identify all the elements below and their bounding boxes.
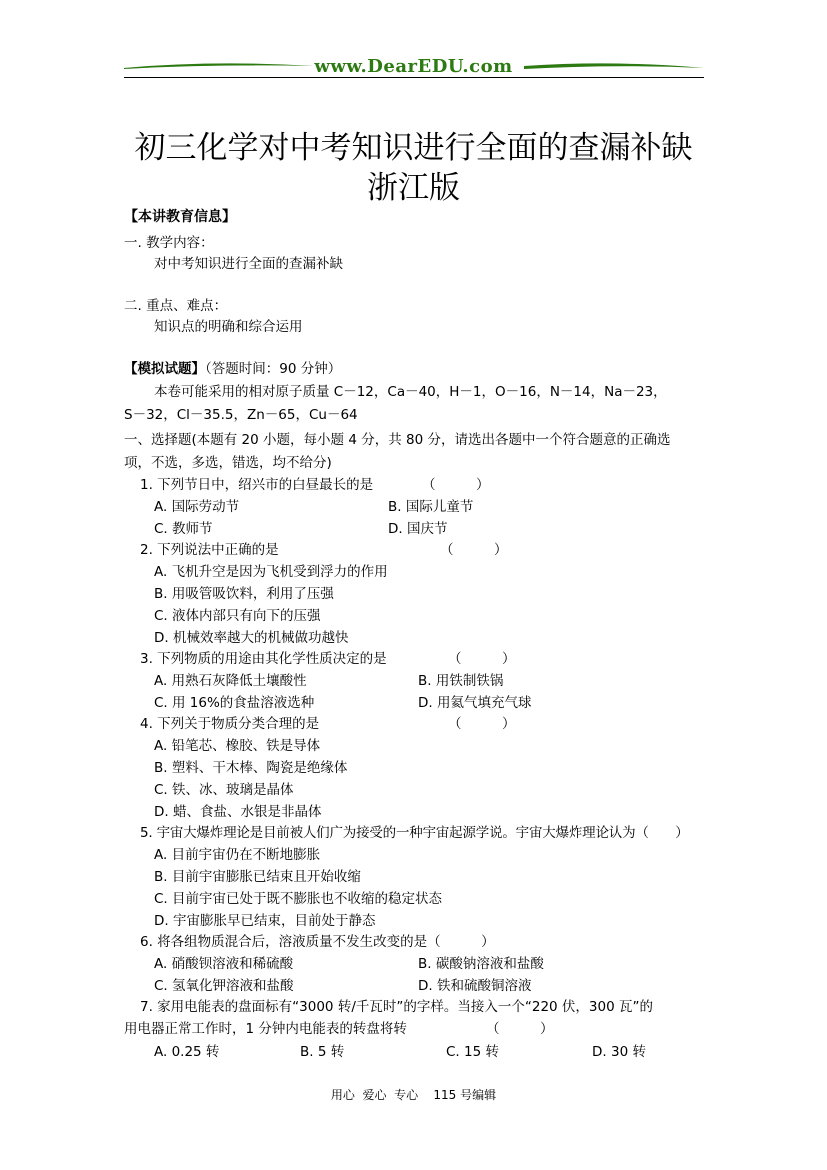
question-7-option-d: D. 30 转 bbox=[592, 1044, 646, 1060]
question-1-blank: （ ） bbox=[422, 477, 490, 493]
question-4-option-c: C. 铁、冰、玻璃是晶体 bbox=[154, 782, 294, 798]
question-2-option-c: C. 液体内部只有向下的压强 bbox=[154, 608, 321, 624]
question-5-option-b: B. 目前宇宙膨胀已结束且开始收缩 bbox=[154, 869, 361, 885]
atomic-mass-line2: S－32，Cl－35.5，Zn－65，Cu－64 bbox=[124, 407, 358, 423]
question-4-blank: （ ） bbox=[448, 716, 516, 732]
page-subtitle: 浙江版 bbox=[367, 170, 460, 206]
question-5-option-a: A. 目前宇宙仍在不断地膨胀 bbox=[154, 847, 321, 863]
atomic-mass-line1: 本卷可能采用的相对原子质量 C－12，Ca－40，H－1，O－16，N－14，Na－23， bbox=[154, 384, 667, 400]
question-6-option-c: C. 氢氧化钾溶液和盐酸 bbox=[154, 978, 294, 994]
question-5-stem: 5. 宇宙大爆炸理论是目前被人们广为接受的一种宇宙起源学说。宇宙大爆炸理论认为（ ） bbox=[140, 825, 689, 841]
question-1-option-b: B. 国际儿童节 bbox=[388, 499, 474, 515]
info-item1-label: 一. 教学内容： bbox=[124, 235, 214, 251]
question-2-option-d: D. 机械效率越大的机械做功越快 bbox=[154, 630, 349, 646]
info-item2-label: 二. 重点、难点： bbox=[124, 298, 228, 314]
question-3-option-b: B. 用铁制铁锅 bbox=[418, 673, 504, 689]
question-1-option-c: C. 教师节 bbox=[154, 521, 213, 537]
section1-instructions-line1: 一、选择题(本题有 20 小题，每小题 4 分，共 80 分，请选出各题中一个符合题意的正确选 bbox=[124, 432, 671, 448]
exam-time: （答题时间：90 分钟） bbox=[205, 361, 342, 377]
question-2-blank: （ ） bbox=[440, 542, 508, 558]
info-item2-text: 知识点的明确和综合运用 bbox=[154, 319, 303, 335]
question-5-option-d: D. 宇宙膨胀早已结束，目前处于静态 bbox=[154, 913, 376, 929]
info-heading: 【本讲教育信息】 bbox=[124, 209, 236, 225]
question-4-stem: 4. 下列关于物质分类合理的是 bbox=[140, 716, 320, 732]
question-7-stem-line1: 7. 家用电能表的盘面标有“3000 转/千瓦时”的字样。当接入一个“220 伏，300 瓦”的 bbox=[140, 999, 653, 1015]
question-6-option-a: A. 硝酸钡溶液和稀硫酸 bbox=[154, 956, 294, 972]
question-3-option-d: D. 用氦气填充气球 bbox=[418, 695, 532, 711]
info-item1-text: 对中考知识进行全面的查漏补缺 bbox=[154, 256, 343, 272]
question-7-option-b: B. 5 转 bbox=[300, 1044, 345, 1060]
question-5-option-c: C. 目前宇宙已处于既不膨胀也不收缩的稳定状态 bbox=[154, 891, 443, 907]
exam-heading: 【模拟试题】 bbox=[124, 361, 205, 377]
question-6-option-d: D. 铁和硫酸铜溶液 bbox=[418, 978, 532, 994]
question-2-option-b: B. 用吸管吸饮料，利用了压强 bbox=[154, 586, 334, 602]
page-footer: 用心 爱心 专心 115 号编辑 bbox=[330, 1088, 497, 1102]
site-logo: www.DearEDU.com bbox=[314, 56, 513, 77]
question-4-option-a: A. 铅笔芯、橡胶、铁是导体 bbox=[154, 738, 321, 754]
page-title: 初三化学对中考知识进行全面的查漏补缺 bbox=[134, 130, 693, 166]
question-3-option-c: C. 用 16%的食盐溶液选种 bbox=[154, 695, 315, 711]
question-7-option-a: A. 0.25 转 bbox=[154, 1044, 220, 1060]
question-7-blank: （ ） bbox=[486, 1021, 554, 1037]
question-2-stem: 2. 下列说法中正确的是 bbox=[140, 542, 279, 558]
question-7-stem-line2: 用电器正常工作时，1 分钟内电能表的转盘将转 bbox=[124, 1021, 407, 1037]
question-1-option-d: D. 国庆节 bbox=[388, 521, 448, 537]
question-7-option-c: C. 15 转 bbox=[446, 1044, 499, 1060]
question-3-blank: （ ） bbox=[448, 651, 516, 667]
question-6-option-b: B. 碳酸钠溶液和盐酸 bbox=[418, 956, 544, 972]
question-6-stem: 6. 将各组物质混合后，溶液质量不发生改变的是（ ） bbox=[140, 934, 495, 950]
question-4-option-d: D. 蜡、食盐、水银是非晶体 bbox=[154, 804, 322, 820]
question-1-stem: 1. 下列节日中，绍兴市的白昼最长的是 bbox=[140, 477, 374, 493]
exam-heading-line bbox=[124, 360, 341, 378]
question-3-stem: 3. 下列物质的用途由其化学性质决定的是 bbox=[140, 651, 387, 667]
header-rule bbox=[124, 77, 704, 78]
section1-instructions-line2: 项，不选，多选，错选，均不给分) bbox=[124, 455, 332, 471]
question-2-option-a: A. 飞机升空是因为飞机受到浮力的作用 bbox=[154, 564, 388, 580]
question-1-option-a: A. 国际劳动节 bbox=[154, 499, 240, 515]
question-4-option-b: B. 塑料、干木棒、陶瓷是绝缘体 bbox=[154, 760, 348, 776]
question-3-option-a: A. 用熟石灰降低土壤酸性 bbox=[154, 673, 307, 689]
